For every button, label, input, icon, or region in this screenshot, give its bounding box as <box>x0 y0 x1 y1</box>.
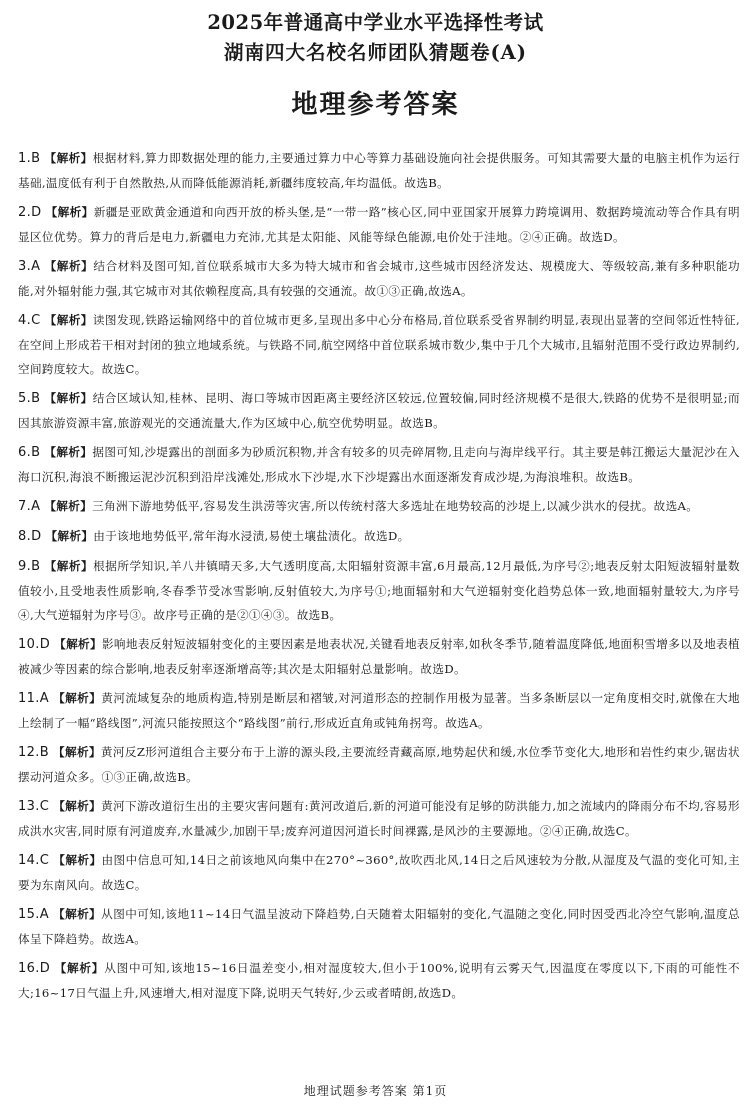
answer-choice: D <box>31 529 42 544</box>
analysis-tag: 【解析】 <box>45 529 94 543</box>
answer-choice: D <box>31 205 42 220</box>
answer-choice: A <box>39 691 49 706</box>
analysis-tag: 【解析】 <box>44 391 93 405</box>
analysis-text: 影响地表反射短波辐射变化的主要因素是地表状况,关键看地表反射率,如秋冬季节,随着温度降低,地面积雪增多以及地表植被减少等因素的综合影响,地表反射率逐渐增高等;其次是太阳辐射总量影响。故选D。 <box>18 637 740 676</box>
analysis-tag: 【解析】 <box>45 205 94 219</box>
analysis-tag: 【解析】 <box>54 637 102 651</box>
answer-choice: B <box>31 151 41 166</box>
analysis-text: 新疆是亚欧黄金通道和向西开放的桥头堡,是“一带一路”核心区,同中亚国家开展算力跨境调用、数据跨境流动等合作具有明显区位优势。算力的背后是电力,新疆电力充沛,尤其是太阳能、风能等绿色能源,电价处于洼地。②④正确。故选D。 <box>18 205 740 244</box>
analysis-tag: 【解析】 <box>53 745 101 759</box>
answer-item <box>18 956 740 1005</box>
analysis-text: 读图发现,铁路运输网络中的首位城市更多,呈现出多中心分布格局,首位联系受省界制约明显,表现出显著的空间邻近性特征,在空间上形成若干相对封闭的独立地域系统。与铁路不同,航空网络中首位联系城市数少,集中于几个大城市,且辐射范围不受行政边界制约,空间跨度较大。故选C。 <box>18 313 740 376</box>
analysis-text: 根据材料,算力即数据处理的能力,主要通过算力中心等算力基础设施向社会提供服务。可知其需要大量的电脑主机作为运行基础,温度低有利于自然散热,从而降低能源消耗,新疆纬度较高,年均温低。故选B。 <box>18 151 741 190</box>
answer-item <box>18 200 740 249</box>
analysis-text: 根据所学知识,羊八井镇晴天多,大气透明度高,太阳辐射资源丰富,6月最高,12月最低,为序号②;地表反射太阳短波辐射量数值较小,且受地表性质影响,冬春季节受冰雪影响,反射值较大,为序号①;地面辐射和大气逆辐射变化趋势总体一致,地面辐射量较大,为序号④,大气逆辐射为序号③。故序号正确的是②①④③。故选B。 <box>18 559 740 622</box>
answer-choice: C <box>39 799 50 814</box>
question-number: 15. <box>18 907 40 922</box>
answer-choice: A <box>31 259 41 274</box>
exam-header-line1: 2025年普通高中学业水平选择性考试 <box>207 11 544 34</box>
page-title: 地理参考答案 <box>291 90 460 120</box>
answer-choice: B <box>31 391 41 406</box>
question-number: 3. <box>18 259 32 274</box>
analysis-tag: 【解析】 <box>44 445 93 459</box>
analysis-tag: 【解析】 <box>44 499 93 513</box>
analysis-text: 据图可知,沙堤露出的剖面多为砂质沉积物,并含有较多的贝壳碎屑物,且走向与海岸线平行。其主要是韩江搬运大量泥沙在入海口沉积,海浪不断搬运泥沙沉积到沿岸浅滩处,形成水下沙堤,水下沙堤露出水面逐渐发育成沙堤,为海浪堆积。故选B。 <box>18 445 740 484</box>
question-number: 7. <box>18 499 32 514</box>
question-number: 5. <box>18 391 32 406</box>
analysis-text: 从图中可知,该地15~16日温差变小,相对湿度较大,但小于100%,说明有云雾天气,因温度在零度以下,下雨的可能性不大;16~17日气温上升,风速增大,相对湿度下降,说明天气转好,少云或者晴朗,故选D。 <box>18 961 740 1000</box>
answer-item <box>18 632 740 681</box>
question-number: 13. <box>18 799 40 814</box>
answer-item <box>18 740 740 789</box>
answer-item <box>18 554 740 627</box>
analysis-text: 黄河下游改道衍生出的主要灾害问题有:黄河改道后,新的河道可能没有足够的防洪能力,加之流域内的降雨分布不均,容易形成洪水灾害,同时原有河道废弃,水量减少,加剧干旱;废弃河道因河道长时间裸露,是风沙的主要源地。②④正确,故选C。 <box>18 799 740 838</box>
answer-choice: D <box>39 961 51 976</box>
question-number: 16. <box>18 961 40 976</box>
question-number: 11. <box>18 691 40 706</box>
question-number: 10. <box>18 637 40 652</box>
exam-header-line2: 湖南四大名校名师团队猜题卷(A) <box>223 41 528 64</box>
analysis-text: 结合材料及图可知,首位联系城市大多为特大城市和省会城市,这些城市因经济发达、规模庞大、等级较高,兼有多种职能功能,对外辐射能力强,其它城市对其依赖程度高,具有较强的交通流。故①③正确,故选A。 <box>18 259 741 298</box>
analysis-tag: 【解析】 <box>44 313 93 327</box>
analysis-text: 三角洲下游地势低平,容易发生洪涝等灾害,所以传统村落大多选址在地势较高的沙堤上,以减少洪水的侵扰。故选A。 <box>92 499 699 513</box>
question-number: 4. <box>18 313 32 328</box>
analysis-tag: 【解析】 <box>44 559 94 573</box>
analysis-tag: 【解析】 <box>53 799 102 813</box>
analysis-tag: 【解析】 <box>44 259 94 273</box>
question-number: 6. <box>18 445 32 460</box>
page-footer: 地理试题参考答案 第1页 <box>303 1084 448 1098</box>
answer-choice: B <box>39 745 50 760</box>
question-number: 2. <box>18 205 32 220</box>
answer-list <box>18 146 740 1010</box>
analysis-tag: 【解析】 <box>54 961 105 975</box>
answer-item <box>18 686 740 735</box>
answer-item <box>18 794 740 843</box>
answer-item <box>18 308 740 381</box>
analysis-text: 黄河反Z形河道组合主要分布于上游的源头段,主要流经青藏高原,地势起伏和缓,水位季节变化大,地形和岩性约束少,锯齿状摆动河道众多。①③正确,故选B。 <box>18 745 741 784</box>
analysis-tag: 【解析】 <box>52 907 102 921</box>
analysis-tag: 【解析】 <box>44 151 93 165</box>
answer-choice: B <box>31 445 41 460</box>
answer-choice: A <box>31 499 41 514</box>
question-number: 8. <box>18 529 32 544</box>
answer-item <box>18 440 740 489</box>
answer-item <box>18 524 740 549</box>
answer-choice: D <box>39 637 51 652</box>
answer-item <box>18 494 740 519</box>
analysis-tag: 【解析】 <box>52 691 102 705</box>
analysis-text: 从图中可知,该地11~14日气温呈波动下降趋势,白天随着太阳辐射的变化,气温随之变化,同时因受西北冷空气影响,温度总体呈下降趋势。故选A。 <box>18 907 740 946</box>
answer-choice: C <box>31 313 41 328</box>
answer-choice: A <box>39 907 49 922</box>
answer-item <box>18 386 740 435</box>
answer-choice: B <box>31 559 41 574</box>
answer-item <box>18 254 740 303</box>
analysis-text: 由于该地地势低平,常年海水浸渍,易使土壤盐渍化。故选D。 <box>93 529 410 543</box>
answer-item <box>18 848 740 897</box>
answer-choice: C <box>39 853 50 868</box>
analysis-text: 黄河流域复杂的地质构造,特别是断层和褶皱,对河道形态的控制作用极为显著。当多条断层以一定角度相交时,就像在大地上绘制了一幅“路线图”,河流只能按照这个“路线图”前行,形成近直角或钝角拐弯。故选A。 <box>18 691 741 730</box>
question-number: 14. <box>18 853 40 868</box>
answer-item <box>18 146 740 195</box>
analysis-tag: 【解析】 <box>53 853 102 867</box>
answer-item <box>18 902 740 951</box>
analysis-text: 结合区域认知,桂林、昆明、海口等城市因距离主要经济区较远,位置较偏,同时经济规模不是很大,铁路的优势不是很明显;而因其旅游资源丰富,旅游观光的交通流量大,作为区域中心,航空优势明显。故选B。 <box>18 391 740 430</box>
question-number: 12. <box>18 745 40 760</box>
analysis-text: 由图中信息可知,14日之前该地风向集中在270°~360°,故吹西北风,14日之后风速较为分散,从湿度及气温的变化可知,主要为东南风向。故选C。 <box>18 853 740 892</box>
question-number: 9. <box>18 559 32 574</box>
question-number: 1. <box>18 151 32 166</box>
